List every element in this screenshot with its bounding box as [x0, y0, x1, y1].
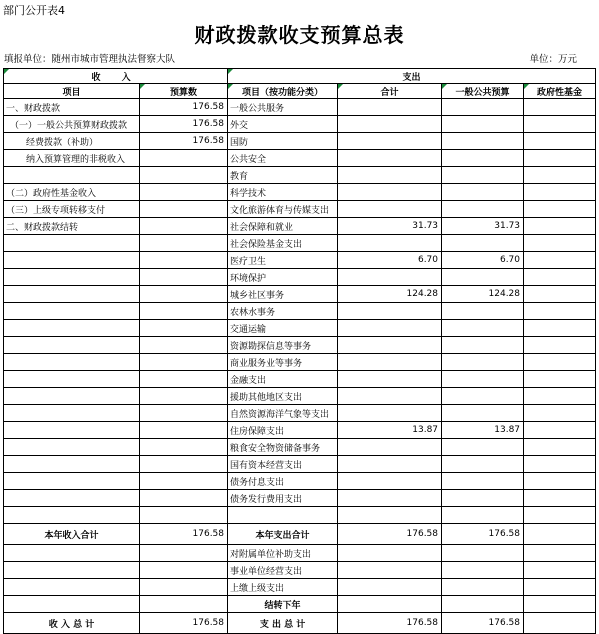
income-item: （二）政府性基金收入 — [4, 184, 140, 201]
income-item — [4, 562, 140, 579]
expense-total — [338, 235, 442, 252]
expense-item: 金融支出 — [228, 371, 338, 388]
expense-fund — [524, 150, 596, 167]
income-total-value: 176.58 — [140, 524, 228, 545]
budget-table — [3, 68, 596, 634]
expense-fund — [524, 422, 596, 439]
expense-item: 债务发行费用支出 — [228, 490, 338, 507]
expense-general — [442, 150, 524, 167]
expense-grand-fund — [524, 613, 596, 634]
expense-general — [442, 507, 524, 524]
income-item — [4, 490, 140, 507]
expense-fund — [524, 201, 596, 218]
expense-total — [338, 456, 442, 473]
expense-total-value: 176.58 — [338, 524, 442, 545]
expense-general — [442, 167, 524, 184]
expense-item: 粮食安全物资储备事务 — [228, 439, 338, 456]
expense-total — [338, 490, 442, 507]
carry-label: 结转下年 — [228, 596, 338, 613]
income-item — [4, 337, 140, 354]
expense-total — [338, 150, 442, 167]
income-value — [140, 422, 228, 439]
expense-fund — [524, 473, 596, 490]
income-header: 收 入 — [4, 69, 228, 84]
income-grand-value: 176.58 — [140, 613, 228, 634]
table-row — [4, 337, 596, 354]
expense-general — [442, 371, 524, 388]
expense-total — [338, 116, 442, 133]
expense-total — [338, 320, 442, 337]
income-item — [4, 473, 140, 490]
page-title: 财政拨款收支预算总表 — [194, 23, 405, 47]
expense-general — [442, 545, 524, 562]
expense-fund — [524, 99, 596, 116]
table-row — [4, 167, 596, 184]
income-item — [4, 354, 140, 371]
expense-item: 环境保护 — [228, 269, 338, 286]
expense-general — [442, 201, 524, 218]
expense-total — [338, 473, 442, 490]
income-item — [4, 439, 140, 456]
table-row — [4, 562, 596, 579]
expense-total — [338, 562, 442, 579]
expense-fund — [524, 133, 596, 150]
expense-fund — [524, 337, 596, 354]
table-row — [4, 405, 596, 422]
table-row — [4, 473, 596, 490]
expense-fund — [524, 252, 596, 269]
expense-fund — [524, 286, 596, 303]
income-value — [140, 167, 228, 184]
income-item — [4, 545, 140, 562]
income-value — [140, 218, 228, 235]
header-row-top — [4, 69, 596, 84]
table-row — [4, 116, 596, 133]
expense-item: 农林水事务 — [228, 303, 338, 320]
table-row — [4, 184, 596, 201]
table-row — [4, 218, 596, 235]
expense-item: 自然资源海洋气象等支出 — [228, 405, 338, 422]
expense-total: 6.70 — [338, 252, 442, 269]
income-value — [140, 562, 228, 579]
expense-general-total: 176.58 — [442, 524, 524, 545]
table-row — [4, 320, 596, 337]
table-row — [4, 252, 596, 269]
income-value: 176.58 — [140, 116, 228, 133]
income-value — [140, 286, 228, 303]
expense-item: 交通运输 — [228, 320, 338, 337]
expense-fund — [524, 545, 596, 562]
final-row — [4, 613, 596, 634]
expense-general — [442, 99, 524, 116]
income-item — [4, 507, 140, 524]
expense-fund — [524, 456, 596, 473]
expense-total — [338, 184, 442, 201]
table-row — [4, 545, 596, 562]
expense-general: 31.73 — [442, 218, 524, 235]
table-row — [4, 99, 596, 116]
income-value — [140, 490, 228, 507]
table-row — [4, 490, 596, 507]
income-value — [140, 150, 228, 167]
table-row — [4, 269, 596, 286]
expense-item: 科学技术 — [228, 184, 338, 201]
table-row — [4, 286, 596, 303]
income-value — [140, 579, 228, 596]
expense-item: 一般公共服务 — [228, 99, 338, 116]
table-row — [4, 388, 596, 405]
expense-item: 国防 — [228, 133, 338, 150]
expense-general — [442, 354, 524, 371]
expense-fund — [524, 507, 596, 524]
income-item — [4, 388, 140, 405]
expense-item: 公共安全 — [228, 150, 338, 167]
income-value — [140, 456, 228, 473]
table-number-label: 部门公开表4 — [3, 4, 65, 17]
table-row — [4, 150, 596, 167]
income-value — [140, 371, 228, 388]
expense-item: 资源勘探信息等事务 — [228, 337, 338, 354]
expense-item: 城乡社区事务 — [228, 286, 338, 303]
expense-fund — [524, 405, 596, 422]
expense-fund — [524, 371, 596, 388]
expense-fund — [524, 269, 596, 286]
table-row — [4, 371, 596, 388]
expense-header: 支出 — [228, 69, 596, 84]
income-value — [140, 507, 228, 524]
expense-fund — [524, 490, 596, 507]
expense-general — [442, 116, 524, 133]
income-item — [4, 320, 140, 337]
income-value — [140, 184, 228, 201]
general-header: 一般公共预算 — [442, 84, 524, 99]
table-row — [4, 507, 596, 524]
expense-total: 124.28 — [338, 286, 442, 303]
table-row — [4, 579, 596, 596]
expense-general: 6.70 — [442, 252, 524, 269]
expense-fund-total — [524, 524, 596, 545]
expense-total — [338, 167, 442, 184]
item-header: 项目 — [4, 84, 140, 99]
expense-fund — [524, 439, 596, 456]
expense-fund — [524, 116, 596, 133]
expense-total-label: 本年支出合计 — [228, 524, 338, 545]
budget-header: 预算数 — [140, 84, 228, 99]
expense-general: 124.28 — [442, 286, 524, 303]
expense-total: 31.73 — [338, 218, 442, 235]
income-grand-label: 收 入 总 计 — [4, 613, 140, 634]
expense-total: 13.87 — [338, 422, 442, 439]
expense-item: 外交 — [228, 116, 338, 133]
income-value — [140, 388, 228, 405]
expense-item: 债务付息支出 — [228, 473, 338, 490]
expense-item: 事业单位经营支出 — [228, 562, 338, 579]
expense-general — [442, 388, 524, 405]
expense-total — [338, 371, 442, 388]
expense-fund — [524, 320, 596, 337]
income-value: 176.58 — [140, 133, 228, 150]
expense-item: 上缴上级支出 — [228, 579, 338, 596]
expense-item — [228, 507, 338, 524]
expense-total — [338, 405, 442, 422]
carry-row — [4, 596, 596, 613]
income-value — [140, 545, 228, 562]
total-row — [4, 524, 596, 545]
expense-item: 文化旅游体育与传媒支出 — [228, 201, 338, 218]
income-item — [4, 286, 140, 303]
total-header: 合计 — [338, 84, 442, 99]
currency-unit-label: 单位：万元 — [529, 54, 577, 65]
income-value — [140, 354, 228, 371]
income-item: （一）一般公共预算财政拨款 — [4, 116, 140, 133]
expense-total — [338, 354, 442, 371]
income-item: 经费拨款（补助） — [4, 133, 140, 150]
expense-general — [442, 133, 524, 150]
expense-fund — [524, 218, 596, 235]
expense-fund — [524, 388, 596, 405]
income-item — [4, 235, 140, 252]
table-row — [4, 422, 596, 439]
expense-fund — [524, 167, 596, 184]
expense-total — [338, 201, 442, 218]
header-row-sub — [4, 84, 596, 99]
income-value — [140, 320, 228, 337]
expense-general — [442, 337, 524, 354]
expense-general — [442, 235, 524, 252]
expense-general — [442, 269, 524, 286]
expense-general — [442, 579, 524, 596]
income-value — [140, 252, 228, 269]
income-item — [4, 252, 140, 269]
expense-total — [338, 507, 442, 524]
expense-fund — [524, 303, 596, 320]
income-item — [4, 456, 140, 473]
expense-total — [338, 337, 442, 354]
income-item — [4, 405, 140, 422]
expense-general — [442, 562, 524, 579]
income-value — [140, 439, 228, 456]
table-row — [4, 133, 596, 150]
expense-general — [442, 405, 524, 422]
expense-item: 对附属单位补助支出 — [228, 545, 338, 562]
income-value — [140, 269, 228, 286]
income-item — [4, 167, 140, 184]
filler-unit-label: 填报单位：随州市城市管理执法督察大队 — [4, 54, 176, 65]
expense-general — [442, 439, 524, 456]
expense-total — [338, 439, 442, 456]
expense-fund — [524, 235, 596, 252]
expense-item: 商业服务业等事务 — [228, 354, 338, 371]
expense-total — [338, 579, 442, 596]
table-row — [4, 439, 596, 456]
table-row — [4, 303, 596, 320]
expense-grand-value: 176.58 — [338, 613, 442, 634]
expense-total — [338, 388, 442, 405]
expense-general — [442, 473, 524, 490]
income-value — [140, 235, 228, 252]
expense-item: 医疗卫生 — [228, 252, 338, 269]
table-row — [4, 201, 596, 218]
expense-grand-general: 176.58 — [442, 613, 524, 634]
expense-general — [442, 184, 524, 201]
income-item — [4, 422, 140, 439]
expense-general — [442, 456, 524, 473]
expense-item: 援助其他地区支出 — [228, 388, 338, 405]
expense-general — [442, 490, 524, 507]
expense-total — [338, 133, 442, 150]
expense-total — [338, 269, 442, 286]
expense-fund — [524, 579, 596, 596]
expense-item: 国有资本经营支出 — [228, 456, 338, 473]
income-item — [4, 371, 140, 388]
expense-item: 教育 — [228, 167, 338, 184]
expense-total — [338, 545, 442, 562]
income-value — [140, 337, 228, 354]
expense-general: 13.87 — [442, 422, 524, 439]
fund-header: 政府性基金 — [524, 84, 596, 99]
income-item: 一、财政拨款 — [4, 99, 140, 116]
income-value — [140, 473, 228, 490]
expense-general — [442, 320, 524, 337]
income-value — [140, 201, 228, 218]
income-item — [4, 303, 140, 320]
income-item — [4, 269, 140, 286]
expense-general — [442, 303, 524, 320]
income-value — [140, 405, 228, 422]
income-item — [4, 579, 140, 596]
table-row — [4, 456, 596, 473]
expense-item: 社会保险基金支出 — [228, 235, 338, 252]
income-value — [140, 303, 228, 320]
expense-fund — [524, 562, 596, 579]
income-total-label: 本年收入合计 — [4, 524, 140, 545]
expense-fund — [524, 354, 596, 371]
item-func-header: 项目（按功能分类） — [228, 84, 338, 99]
expense-item: 社会保障和就业 — [228, 218, 338, 235]
table-row — [4, 235, 596, 252]
income-item: 二、财政拨款结转 — [4, 218, 140, 235]
expense-item: 住房保障支出 — [228, 422, 338, 439]
expense-total — [338, 99, 442, 116]
table-row — [4, 354, 596, 371]
income-item: （三）上级专项转移支付 — [4, 201, 140, 218]
expense-total — [338, 303, 442, 320]
expense-grand-label: 支 出 总 计 — [228, 613, 338, 634]
expense-fund — [524, 184, 596, 201]
income-item: 纳入预算管理的非税收入 — [4, 150, 140, 167]
income-value: 176.58 — [140, 99, 228, 116]
